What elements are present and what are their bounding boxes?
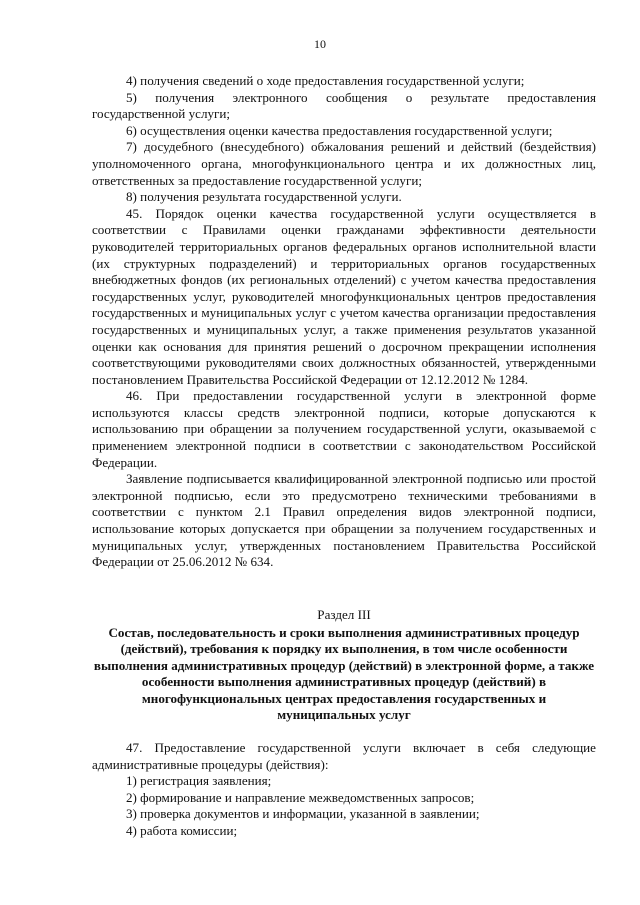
- procedure-item-3: 3) проверка документов и информации, указанной в заявлении;: [126, 806, 480, 822]
- paragraph-signature: Заявление подписывается квалифицированной электронной подписью или простой электронной подписью, если это предусмотрено техническими требованиями в соответствии с пунктом 2.1 Правил определения видов электронной подписи, использование которых допускается при обращении за получением государственных и муниципальных услуг, утвержденных постановлением Правительства Российской Федерации от 25.06.2012 № 634.: [92, 471, 596, 570]
- procedure-item-2: 2) формирование и направление межведомственных запросов;: [126, 789, 475, 805]
- procedure-item-4: 4) работа комиссии;: [126, 822, 238, 838]
- paragraph-45: 45. Порядок оценки качества государственной услуги осуществляется в соответствии с Правилами оценки гражданами эффективности деятельности руководителей территориальных органов федеральных органов исполнительной власти (их структурных подразделений) и территориальных органов государственных внебюджетных фондов (их региональных отделений) с учетом качества предоставления государственных услуг, руководителей многофункциональных центров предоставления государственных и муниципальных услуг с учетом качества организации предоставления государственных и муниципальных услуг, а также применения результатов указанной оценки как основания для принятия решений о досрочном прекращении исполнения соответствующими руководителями своих должностных обязанностей, утвержденными постановлением Правительства Российской Федерации от 12.12.2012 № 1284.: [92, 205, 596, 387]
- list-item-5: 5) получения электронного сообщения о результате предоставления государственной услуги;: [92, 89, 596, 122]
- list-item-6: 6) осуществления оценки качества предоставления государственной услуги;: [126, 122, 553, 138]
- page-number: 10: [314, 37, 326, 51]
- section-heading: Состав, последовательность и сроки выполнения административных процедур (действий), требования к порядку их выполнения, в том числе особенности выполнения административных процедур (действий) в электронной форме, а также особенности выполнения административных процедур (действий) в многофункциональных центрах предоставления государственных и муниципальных услуг: [93, 625, 595, 723]
- list-item-4: 4) получения сведений о ходе предоставления государственной услуги;: [126, 73, 525, 88]
- list-item-8: 8) получения результата государственной услуги.: [126, 189, 402, 205]
- procedure-item-1: 1) регистрация заявления;: [126, 773, 272, 789]
- section-title: Раздел III: [317, 607, 371, 622]
- text-block-top: [92, 73, 596, 571]
- paragraph-46: 46. При предоставлении государственной услуги в электронной форме используются классы средств электронной подписи, которые допускаются к использованию при обращении за получением государственной услуги, оказываемой с применением электронной подписи в соответствии с законодательством Российской Федерации.: [92, 388, 596, 470]
- list-item-7: 7) досудебного (внесудебного) обжалования решений и действий (бездействия) уполномоченного органа, многофункционального центра и их должностных лиц, ответственных за предоставление государственной услуги;: [92, 139, 596, 188]
- text-block-bottom: [92, 740, 596, 840]
- paragraph-47: 47. Предоставление государственной услуги включает в себя следующие административные процедуры (действия):: [92, 740, 596, 772]
